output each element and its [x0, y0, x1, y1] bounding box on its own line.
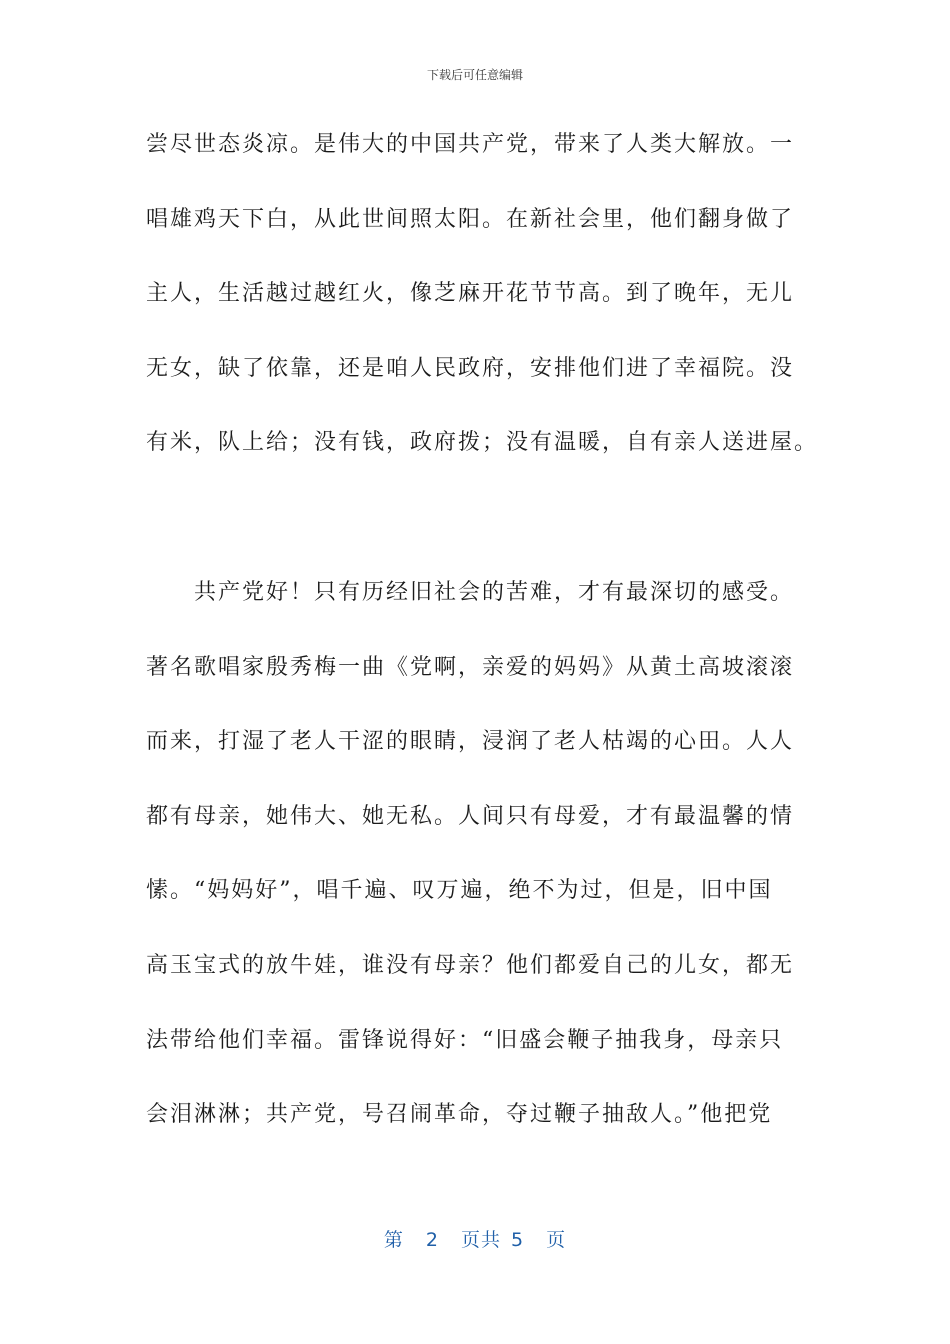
text-line: 有米，队上给；没有钱，政府拨；没有温暖，自有亲人送进屋。	[146, 430, 819, 456]
paragraph-1	[146, 108, 819, 481]
header-note: 下载后可任意编辑	[426, 68, 523, 82]
text-line: 会泪淋淋；共产党，号召闹革命，夺过鞭子抽敌人。”他把党	[146, 1102, 773, 1128]
text-line: 都有母亲，她伟大、她无私。人间只有母爱，才有最温馨的情	[146, 803, 795, 829]
page-footer	[0, 1225, 950, 1252]
footer-prefix: 第	[383, 1229, 404, 1251]
text-line: 无女，缺了依靠，还是咱人民政府，安排他们进了幸福院。没	[146, 355, 795, 381]
text-line: 著名歌唱家殷秀梅一曲《党啊，亲爱的妈妈》从黄土高坡滚滚	[146, 654, 795, 680]
total-pages-number: 5	[511, 1229, 525, 1251]
text-line: 高玉宝式的放牛娃，谁没有母亲？他们都爱自己的儿女，都无	[146, 952, 795, 978]
paragraph-2	[146, 556, 806, 1153]
footer-middle: 页共	[460, 1229, 501, 1251]
text-line: 愫。“妈妈好”，唱千遍、叹万遍，绝不为过，但是，旧中国	[146, 878, 773, 904]
text-line: 唱雄鸡天下白，从此世间照太阳。在新社会里，他们翻身做了	[146, 206, 795, 232]
current-page-number: 2	[425, 1229, 439, 1251]
footer-suffix: 页	[546, 1229, 567, 1251]
text-line: 共产党好！只有历经旧社会的苦难，才有最深切的感受。	[146, 580, 795, 605]
text-line: 法带给他们幸福。雷锋说得好：“旧盛会鞭子抽我身，母亲只	[146, 1027, 784, 1053]
text-line: 而来，打湿了老人干涩的眼睛，浸润了老人枯竭的心田。人人	[146, 729, 795, 755]
text-line: 尝尽世态炎凉。是伟大的中国共产党，带来了人类大解放。一	[146, 132, 795, 157]
text-line: 主人，生活越过越红火，像芝麻开花节节高。到了晚年，无儿	[146, 281, 795, 307]
